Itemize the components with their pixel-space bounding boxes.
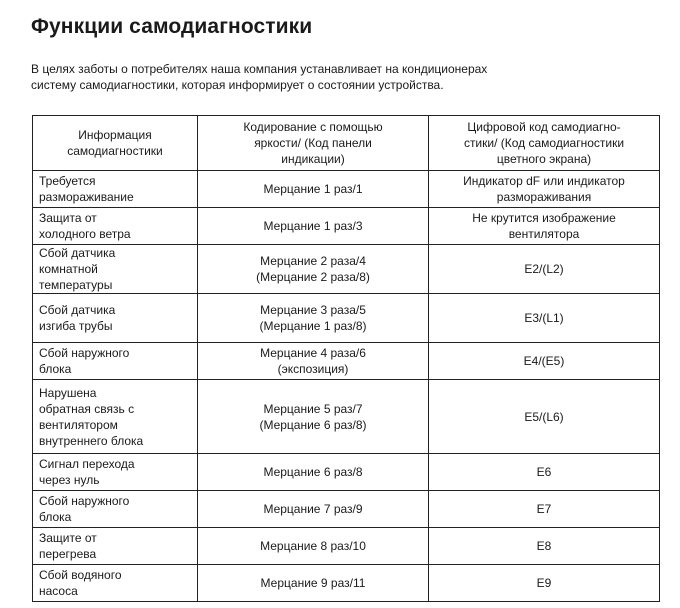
cell-line: холодного ветра (39, 227, 131, 241)
cell-line: Мерцание 6 раз/8 (263, 465, 363, 479)
cell-line: E3/(L1) (524, 311, 564, 325)
cell-line: вентилятором (39, 417, 118, 432)
cell-info (33, 294, 198, 343)
cell-line: E6 (536, 465, 552, 479)
cell-info (33, 528, 198, 565)
table-row (33, 208, 660, 245)
cell-line: Мерцание 8 раз/10 (260, 539, 366, 553)
self-diagnostics-table (32, 115, 660, 602)
cell-line: Мерцание 7 раз/9 (263, 502, 363, 516)
cell-line: Защите от (39, 531, 97, 545)
table-row (33, 380, 660, 454)
cell-info (33, 343, 198, 380)
table-header-row (33, 116, 660, 171)
cell-info (33, 454, 198, 491)
cell-line: через нуль (39, 473, 100, 487)
cell-brightness-code (198, 343, 429, 380)
header-line: цветного экрана) (496, 152, 592, 166)
cell-line: Мерцание 3 раза/5 (260, 303, 366, 317)
cell-brightness-code (198, 380, 429, 454)
cell-line: E4/(E5) (523, 354, 565, 368)
cell-line: Мерцание 4 раза/6 (260, 346, 366, 360)
cell-line: Мерцание 1 раз/3 (263, 219, 363, 233)
cell-brightness-code (198, 565, 429, 602)
cell-line: E5/(L6) (524, 409, 564, 424)
cell-info (33, 245, 198, 294)
header-line: Информация (78, 128, 152, 142)
header-brightness-code (198, 116, 429, 171)
cell-line: обратная связь с (39, 401, 135, 416)
cell-digital-code (429, 245, 660, 294)
cell-line: вентилятора (508, 227, 580, 241)
cell-digital-code (429, 380, 660, 454)
cell-line: перегрева (39, 547, 97, 561)
cell-line: Не крутится изображение (472, 211, 616, 225)
table-row (33, 528, 660, 565)
cell-brightness-code (198, 171, 429, 208)
cell-brightness-code (198, 454, 429, 491)
header-line: стики/ (Код самодиагностики (463, 136, 625, 150)
cell-line: (экспозиция) (277, 362, 349, 376)
page-title: Функции самодиагностики (31, 15, 313, 38)
cell-digital-code (429, 171, 660, 208)
cell-line: Нарушена (39, 385, 97, 400)
cell-line: внутреннего блока (39, 433, 144, 448)
cell-line: блока (39, 362, 72, 376)
cell-line: E2/(L2) (524, 262, 564, 276)
cell-line: Сигнал перехода (39, 457, 135, 471)
cell-info (33, 380, 198, 454)
cell-brightness-code (198, 528, 429, 565)
cell-line: Индикатор dF или индикатор (463, 174, 625, 188)
cell-info (33, 491, 198, 528)
cell-line: Мерцание 9 раз/11 (260, 576, 366, 590)
cell-line: E8 (536, 539, 552, 553)
cell-line: размораживание (39, 190, 134, 204)
cell-line: Сбой датчика (39, 246, 116, 260)
cell-line: Сбой водяного (39, 568, 122, 582)
cell-brightness-code (198, 245, 429, 294)
intro-line: систему самодиагностики, которая информирует о состоянии устройства. (31, 78, 444, 92)
cell-line: (Мерцание 6 раз/8) (259, 417, 367, 432)
header-digital-code (429, 116, 660, 171)
header-line: самодиагностики (67, 144, 163, 158)
intro-paragraph (31, 61, 551, 93)
table-row (33, 491, 660, 528)
cell-line: E9 (536, 576, 552, 590)
cell-line: насоса (39, 584, 78, 598)
cell-info (33, 208, 198, 245)
cell-line: изгиба трубы (39, 319, 113, 333)
cell-info (33, 565, 198, 602)
header-line: индикации) (281, 152, 345, 166)
cell-line: Защита от (39, 211, 97, 225)
cell-line: комнатной (39, 262, 98, 276)
cell-line: Сбой наружного (39, 494, 130, 508)
cell-line: Требуется (39, 174, 96, 188)
table-row (33, 343, 660, 380)
cell-line: Мерцание 1 раз/1 (263, 182, 363, 196)
cell-line: размораживания (496, 190, 592, 204)
table-row (33, 454, 660, 491)
cell-line: (Мерцание 2 раза/8) (256, 270, 370, 284)
header-line: яркости/ (Код панели (254, 136, 372, 150)
cell-line: Сбой наружного (39, 346, 130, 360)
table-row (33, 245, 660, 294)
cell-digital-code (429, 208, 660, 245)
intro-line: В целях заботы о потребителях наша компания устанавливает на кондиционерах (31, 62, 488, 76)
cell-digital-code (429, 294, 660, 343)
cell-digital-code (429, 565, 660, 602)
cell-line: блока (39, 510, 72, 524)
header-info (33, 116, 198, 171)
header-line: Цифровой код самодиагно- (467, 120, 621, 134)
table-row (33, 565, 660, 602)
cell-info (33, 171, 198, 208)
header-line: Кодирование с помощью (243, 120, 383, 134)
cell-line: температуры (39, 278, 113, 292)
cell-brightness-code (198, 208, 429, 245)
cell-brightness-code (198, 294, 429, 343)
cell-line: E7 (536, 502, 552, 516)
cell-digital-code (429, 528, 660, 565)
table-row (33, 294, 660, 343)
cell-digital-code (429, 454, 660, 491)
cell-digital-code (429, 343, 660, 380)
cell-line: (Мерцание 1 раз/8) (259, 319, 367, 333)
cell-brightness-code (198, 491, 429, 528)
cell-line: Сбой датчика (39, 303, 116, 317)
table-row (33, 171, 660, 208)
cell-digital-code (429, 491, 660, 528)
cell-line: Мерцание 5 раз/7 (263, 401, 363, 416)
cell-line: Мерцание 2 раза/4 (260, 254, 366, 268)
